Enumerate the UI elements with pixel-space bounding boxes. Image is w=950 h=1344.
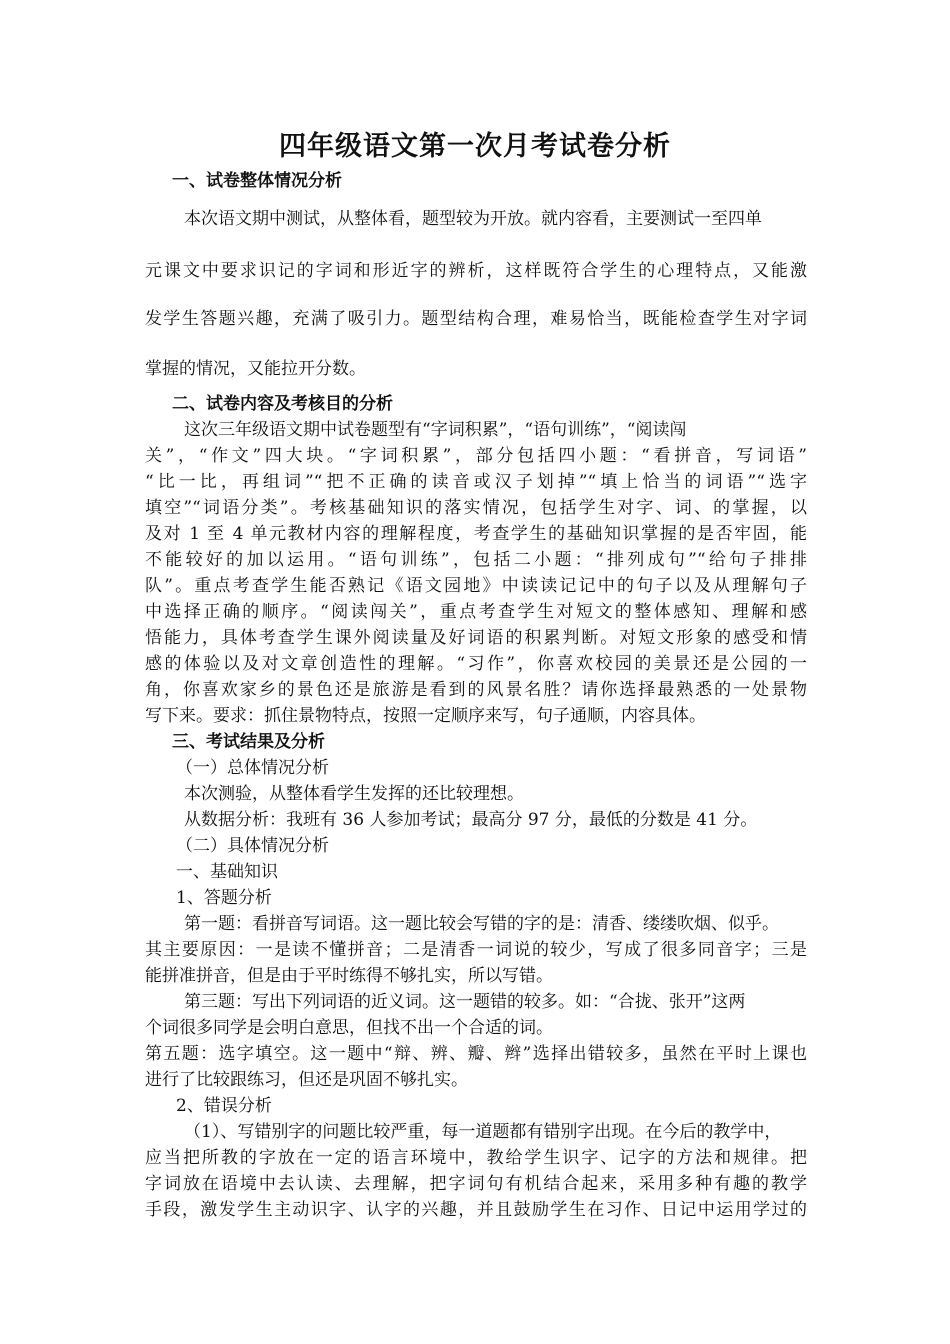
paragraph-line: 进行了比较跟练习，但还是巩固不够扎实。 — [145, 1070, 468, 1090]
paragraph-line: 能拼准拼音，但是由于平时练得不够扎实，所以写错。 — [145, 966, 553, 986]
paragraph-line: 填空”“词语分类”。考核基础知识的落实情况，包括学生对字、词、的掌握，以 — [145, 498, 807, 518]
subsection-heading: 一、基础知识 — [176, 862, 278, 882]
paragraph-line: 掌握的情况，又能拉开分数。 — [145, 359, 366, 379]
paragraph-line: 第三题：写出下列词语的近义词。这一题错的较多。如：“合拢、张开”这两 — [184, 992, 746, 1012]
paragraph-line: 及对 1 至 4 单元教材内容的理解程度，考查学生的基础知识掌握的是否牢固，能 — [145, 524, 807, 544]
paragraph-line: 队”。重点考查学生能否熟记《语文园地》中读读记记中的句子以及从理解句子 — [145, 576, 807, 596]
paragraph-line: 本次语文期中测试，从整体看，题型较为开放。就内容看，主要测试一至四单 — [184, 209, 762, 229]
paragraph-line: 中选择正确的顺序。“阅读闯关”，重点考查学生对短文的整体感知、理解和感 — [145, 602, 807, 622]
paragraph-line: 悟能力，具体考查学生课外阅读量及好词语的积累判断。对短文形象的感受和情 — [145, 628, 807, 648]
subsection-heading: （一）总体情况分析 — [176, 758, 329, 778]
subsection-heading: 2、错误分析 — [176, 1096, 272, 1116]
paragraph-line: 第五题：选字填空。这一题中“辩、辨、瓣、辫”选择出错较多，虽然在平时上课也 — [145, 1044, 807, 1064]
paragraph-line: 个词很多同学是会明白意思，但找不出一个合适的词。 — [145, 1018, 553, 1038]
paragraph-line: 其主要原因：一是读不懂拼音；二是清香一词说的较少，写成了很多同音字；三是 — [145, 940, 807, 960]
paragraph-line: 写下来。要求：抓住景物特点，按照一定顺序来写，句子通顺，内容具体。 — [145, 706, 706, 726]
paragraph-line: 发学生答题兴趣，充满了吸引力。题型结构合理，难易恰当，既能检查学生对字词 — [145, 309, 807, 329]
paragraph-line: 应当把所教的字放在一定的语言环境中，教给学生识字、记字的方法和规律。把 — [145, 1148, 807, 1168]
paragraph-line: 感的体验以及对文章创造性的理解。“习作”，你喜欢校园的美景还是公园的一 — [145, 654, 807, 674]
paragraph-line: 本次测验，从整体看学生发挥的还比较理想。 — [184, 784, 524, 804]
section-1-heading: 一、试卷整体情况分析 — [172, 171, 342, 191]
paragraph-line: 角，你喜欢家乡的景色还是旅游是看到的风景名胜？请你选择最熟悉的一处景物 — [145, 680, 807, 700]
paragraph-line: （1）、写错别字的问题比较严重，每一道题都有错别字出现。在今后的教学中， — [184, 1122, 782, 1142]
paragraph-line: 这次三年级语文期中试卷题型有“字词积累”，“语句训练”，“阅读闯 — [184, 420, 687, 440]
page-title: 四年级语文第一次月考试卷分析 — [279, 131, 671, 162]
subsection-heading: 1、答题分析 — [176, 888, 272, 908]
paragraph-line: 字词放在语境中去认读、去理解，把字词句有机结合起来，采用多种有趣的教学 — [145, 1174, 807, 1194]
paragraph-line: “比一比，再组词”“把不正确的读音或汉子划掉”“填上恰当的词语”“选字 — [145, 472, 807, 492]
paragraph-line: 第一题：看拼音写词语。这一题比较会写错的字的是：清香、缕缕吹烟、似乎。 — [184, 914, 779, 934]
paragraph-line: 从数据分析：我班有 36 人参加考试；最高分 97 分，最低的分数是 41 分。 — [184, 810, 758, 830]
paragraph-line: 不能较好的加以运用。“语句训练”，包括二小题：“排列成句”“给句子排排 — [145, 550, 807, 570]
paragraph-line: 关”，“作文”四大块。“字词积累”，部分包括四小题：“看拼音，写词语” — [145, 446, 807, 466]
paragraph-line: 手段，激发学生主动识字、认字的兴趣，并且鼓励学生在习作、日记中运用学过的 — [145, 1200, 807, 1220]
subsection-heading: （二）具体情况分析 — [176, 836, 329, 856]
section-2-heading: 二、试卷内容及考核目的分析 — [172, 394, 393, 414]
section-3-heading: 三、考试结果及分析 — [172, 732, 325, 752]
paragraph-line: 元课文中要求识记的字词和形近字的辨析，这样既符合学生的心理特点，又能激 — [145, 261, 807, 281]
